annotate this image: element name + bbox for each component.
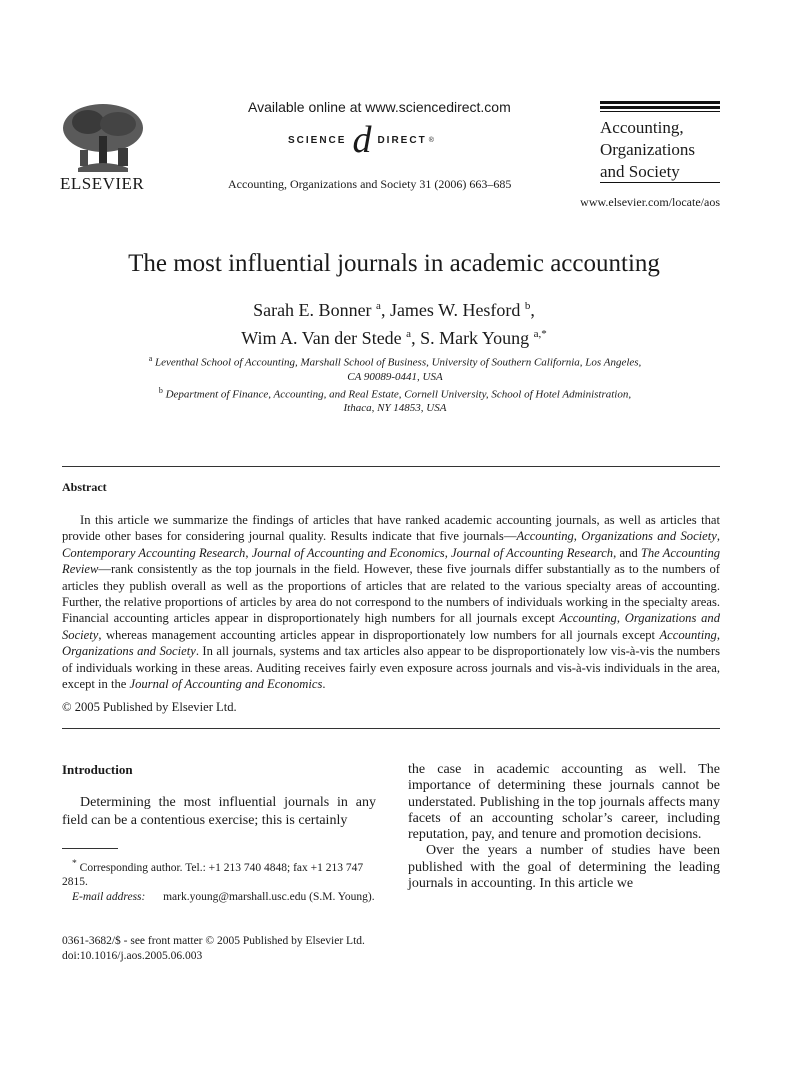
elsevier-wordmark: ELSEVIER: [60, 174, 145, 193]
journal-name-rules: [600, 101, 720, 112]
body-paragraph: Over the years a number of studies have been published with the goal of determining the leading journals in accounting. In this article we: [408, 843, 720, 892]
author-list: [0, 294, 788, 350]
journal-name-block: [600, 117, 695, 183]
abstract-text: In this article we summarize the findings of articles that have ranked academic accounting journals, as well as articles that provide other bases for considering journal quality. Results indicate that five journals—: [62, 513, 720, 544]
issn-line: 0361-3682/$ - see front matter © 2005 Published by Elsevier Ltd.: [62, 935, 365, 947]
footnote-contact: [62, 857, 376, 890]
body-paragraph: Determining the most influential journals in any field can be a contentious exercise; this is certainly: [62, 795, 376, 828]
author-separator: ,: [411, 328, 421, 348]
abstract-text: , and: [613, 545, 641, 560]
article-title: The most influential journals in academic accounting: [128, 250, 660, 277]
sd-right-word: DIRECT: [377, 134, 427, 146]
front-matter-meta: [62, 934, 365, 963]
journal-ref: Journal of Accounting Research: [451, 545, 614, 560]
affiliations: [110, 352, 680, 415]
right-column: [408, 762, 720, 892]
author-separator: ,: [530, 300, 535, 320]
doi-link[interactable]: doi:10.1016/j.aos.2005.06.003: [62, 949, 203, 962]
journal-ref: Organizations and Society: [62, 644, 196, 659]
journal-name-line: Accounting,: [600, 118, 684, 137]
journal-ref: Contemporary Accounting Research: [62, 545, 246, 560]
sd-left-word: SCIENCE: [288, 134, 347, 146]
author-name: Sarah E. Bonner: [253, 300, 372, 320]
journal-ref: Organizations and Society: [62, 611, 720, 642]
citation-line: Accounting, Organizations and Society 31 (2006) 663–685: [228, 177, 512, 191]
available-online-text[interactable]: Available online at www.sciencedirect.com: [248, 99, 511, 115]
abstract-text: , whereas management accounting articles appear in disproportionately low numbers for all journals except: [98, 627, 660, 642]
journal-ref: The Accounting Review: [62, 545, 721, 577]
abstract-text: ,: [716, 529, 720, 544]
author-name: S. Mark Young: [420, 328, 530, 348]
affiliation-mark: a: [148, 354, 153, 363]
journal-ref: Accounting: [559, 611, 617, 626]
sciencedirect-logo: [288, 120, 436, 160]
affiliation-text: CA 90089-0441, USA: [347, 370, 443, 383]
footnote-mark: *: [72, 858, 77, 869]
affiliation-text: Department of Finance, Accounting, and Real Estate, Cornell University, School of Hotel Administration,: [165, 388, 632, 401]
email-label: E-mail address:: [72, 890, 146, 903]
abstract-paragraph: [62, 512, 720, 692]
email-link[interactable]: mark.young@marshall.usc.edu: [163, 890, 307, 903]
affiliation-mark: b: [158, 385, 163, 395]
affiliation-text: Leventhal School of Accounting, Marshall School of Business, University of Southern California, Los Angeles,: [155, 356, 642, 369]
affiliation: [110, 352, 680, 384]
abstract-text: ,: [716, 627, 720, 642]
author-affil-mark: a: [406, 328, 412, 340]
author-affil-mark: b: [524, 300, 531, 312]
journal-ref: Accounting, Organizations and Society: [516, 529, 717, 544]
abstract-heading: Abstract: [62, 480, 107, 494]
affiliation-text: Ithaca, NY 14853, USA: [343, 402, 447, 415]
journal-name-line: Organizations: [600, 140, 696, 159]
footnote-email-line: [62, 890, 376, 905]
email-owner: (S.M. Young).: [309, 890, 375, 903]
sd-at-mark: d: [352, 119, 372, 161]
left-column: [62, 794, 376, 830]
abstract-text: ,: [616, 611, 625, 626]
abstract-text: ,: [444, 545, 452, 560]
footnote-rule: [62, 848, 118, 849]
journal-ref: Journal of Accounting and Economics: [129, 677, 323, 692]
divider: [62, 728, 720, 729]
author-separator: ,: [380, 300, 390, 320]
journal-url-link[interactable]: www.elsevier.com/locate/aos: [580, 195, 720, 209]
journal-ref: Journal of Accounting and Economics: [251, 545, 445, 560]
author-name: Wim A. Van der Stede: [241, 328, 402, 348]
abstract-text: —rank consistently as the top journals in the field. However, these five journals differ substantially as to the numbers of articles they publish overall as well as the proportions of articles that are related to the various specialty areas of accounting. Further, the relative proportions of articles by area do not correspond to the numbers of individuals working in the specialty areas. Financial accounting articles appear in disproportionately high numbers for all journals except: [62, 562, 720, 626]
author-line: [0, 322, 788, 350]
footnote-text: Corresponding author. Tel.: +1 213 740 4848; fax +1 213 747 2815.: [62, 861, 364, 889]
abstract-text: ,: [245, 545, 252, 560]
author-name: James W. Hesford: [389, 300, 521, 320]
section-heading-introduction: Introduction: [62, 762, 133, 777]
journal-name-underline: [600, 182, 720, 183]
abstract-body: [62, 512, 720, 692]
sd-registered-mark: ®: [428, 136, 436, 144]
copyright-notice: © 2005 Published by Elsevier Ltd.: [62, 700, 237, 714]
author-affil-mark[interactable]: a,*: [533, 328, 547, 340]
abstract-text: . In all journals, systems and tax articles also appear to be disproportionately low vis-à-vis the numbers of individuals working in these areas. Auditing receives fairly even exposure across journals and vis-à-vis individuals in the area, except in the: [62, 644, 720, 692]
divider: [62, 466, 720, 467]
abstract-text: .: [322, 677, 326, 692]
author-affil-mark: a: [376, 300, 381, 312]
journal-name-line: and Society: [600, 162, 680, 181]
body-paragraph: the case in academic accounting as well. The importance of determining these journals cannot be understated. Publishing in the top journals affects many facets of an accounting scholar’s career, including reputation, pay, and tenure and promotion decisions.: [408, 762, 720, 843]
author-line: [0, 294, 788, 322]
corresponding-author-footnote: [62, 857, 376, 904]
affiliation: [110, 384, 680, 416]
journal-ref: Accounting: [659, 627, 717, 642]
